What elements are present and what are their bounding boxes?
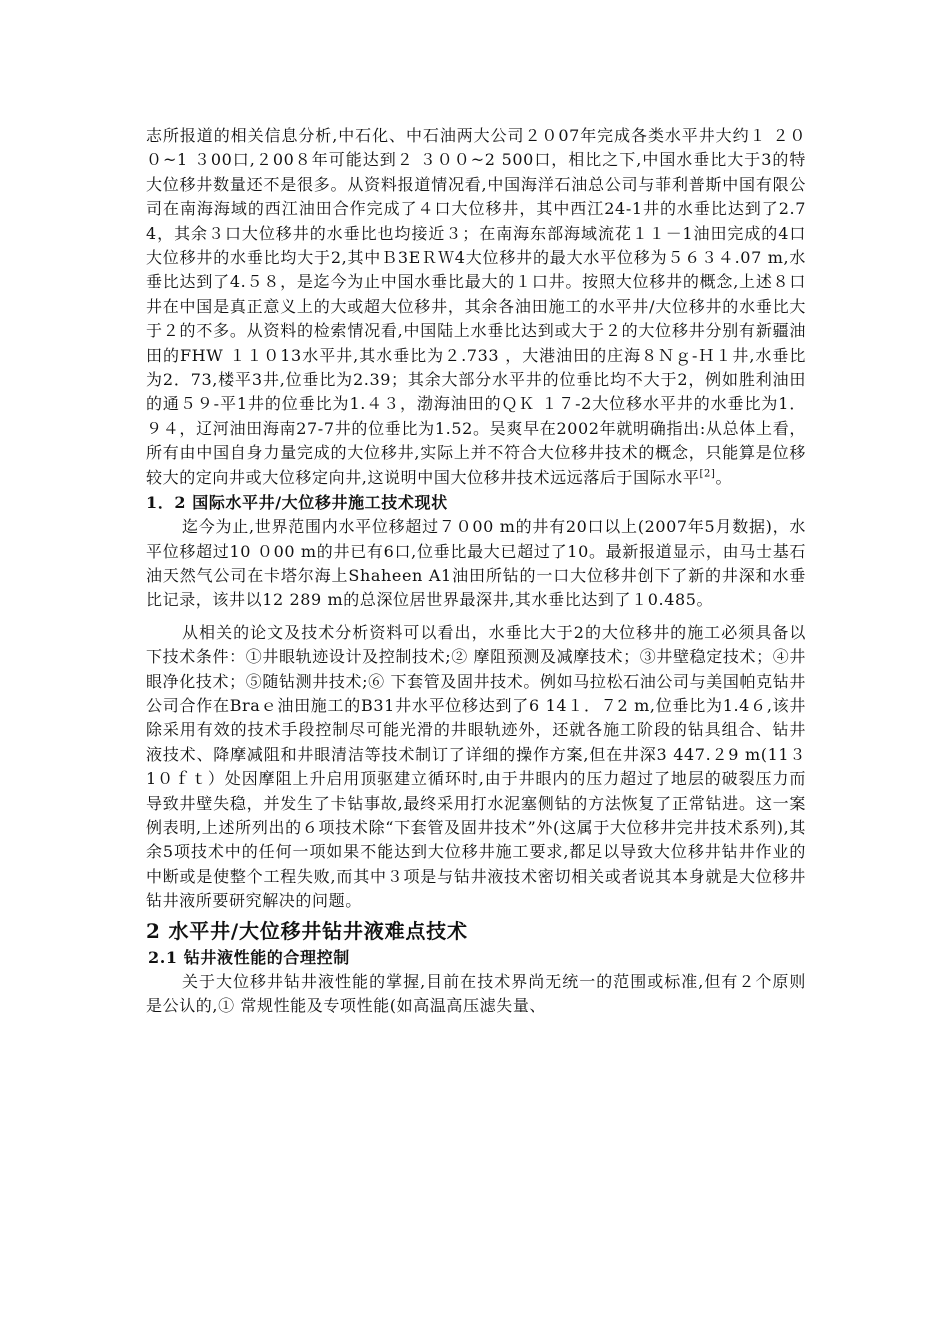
- document-page: [146, 124, 806, 1018]
- paragraph-intro-text: 志所报道的相关信息分析,中石化、中石油两大公司２０07年完成各类水平井大约１ ２００~1 ３00口,２00８年可能达到２ ３００~2 500口，相比之下,中国水垂比大于3的特大位移井数量还不是很多。从资料报道情况看,中国海洋石油总公司与菲利普斯中国有限公司在南海海域的西江油田合作完成了４口大位移井，其中西江24-1井的水垂比达到了2.74，其余３口大位移井的水垂比也均接近３；在南海东部海域流花１１－1油田完成的4口大位移井的水垂比均大于2,其中Ｂ3EＲＷ4大位移井的最大水平位移为５６３４.07 m,水垂比达到了4.５８，是迄今为止中国水垂比最大的１口井。按照大位移井的概念,上述８口井在中国是真正意义上的大或超大位移井，其余各油田施工的水平井/大位移井的水垂比大于２的不多。从资料的检索情况看,中国陆上水垂比达到或大于２的大位移井分别有新疆油田的FHW １１０13水平井,其水垂比为２.733 ，大港油田的庄海８Ｎｇ-Ｈ１井,水垂比为2．73,楼平3井,位垂比为2.39；其余大部分水平井的位垂比均不大于2，例如胜利油田的通５９-平1井的位垂比为1.４３，渤海油田的ＱＫ １７-2大位移水平井的水垂比为1．９４，辽河油田海南27-7井的位垂比为1.52。吴爽早在2002年就明确指出:从总体上看，所有由中国自身力量完成的大位移井,实际上并不符合大位移井技术的概念，只能算是位移较大的定向井或大位移定向井,这说明中国大位移井技术远远落后于国际水平: [146, 126, 806, 487]
- reference-marker: [2]: [699, 468, 716, 480]
- paragraph-intro-tail: 。: [715, 467, 733, 487]
- paragraph-international-status: 迄今为止,世界范围内水平位移超过７０00 m的井有20口以上(2007年5月数据)，水平位移超过10 ０00 m的井已有6口,位垂比最大已超过了10。最新报道显示，由马士基石油天然气公司在卡塔尔海上Shaheen A1油田所钻的一口大位移井创下了新的井深和水垂比记录，该井以12 289 m的总深位居世界最深井,其水垂比达到了１0.485。: [146, 517, 806, 610]
- paragraph-intro: [146, 124, 806, 490]
- section-heading-1-2: 1．2 国际水平井/大位移井施工技术现状: [146, 493, 448, 513]
- section-heading-2: 2 水平井/大位移井钻井液难点技术: [146, 918, 468, 943]
- section-heading-2-1: 2.1 钻井液性能的合理控制: [148, 947, 350, 967]
- paragraph-fluid-properties: 关于大位移井钻井液性能的掌握,目前在技术界尚无统一的范围或标准,但有２个原则是公认的,① 常规性能及专项性能(如高温高压滤失量、: [146, 971, 806, 1015]
- paragraph-technical-conditions: 从相关的论文及技术分析资料可以看出，水垂比大于2的大位移井的施工必须具备以下技术条件：①井眼轨迹设计及控制技术;② 摩阻预测及减摩技术；③井壁稳定技术；④井眼净化技术；⑤随钻测井技术;⑥ 下套管及固井技术。例如马拉松石油公司与美国帕克钻井公司合作在Braｅ油田施工的B31井水平位移达到了6 14１．７2 m,位垂比为1.4６,该井除采用有效的技术手段控制尽可能光滑的井眼轨迹外，还就各施工阶段的钻具组合、钻井液技术、降摩减阻和井眼清洁等技术制订了详细的操作方案,但在井深3 447.２9 m(11３1０ｆｔ）处因摩阻上升启用顶驱建立循环时,由于井眼内的压力超过了地层的破裂压力而导致井壁失稳，并发生了卡钻事故,最终采用打水泥塞侧钻的方法恢复了正常钻进。这一案例表明,上述所列出的６项技术除“下套管及固井技术”外(这属于大位移井完井技术系列),其余5项技术中的任何一项如果不能达到大位移井施工要求,都足以导致大位移井钻井作业的中断或是使整个工程失败,而其中３项是与钻井液技术密切相关或者说其本身就是大位移井钻井液所要研究解决的问题。: [146, 622, 806, 911]
